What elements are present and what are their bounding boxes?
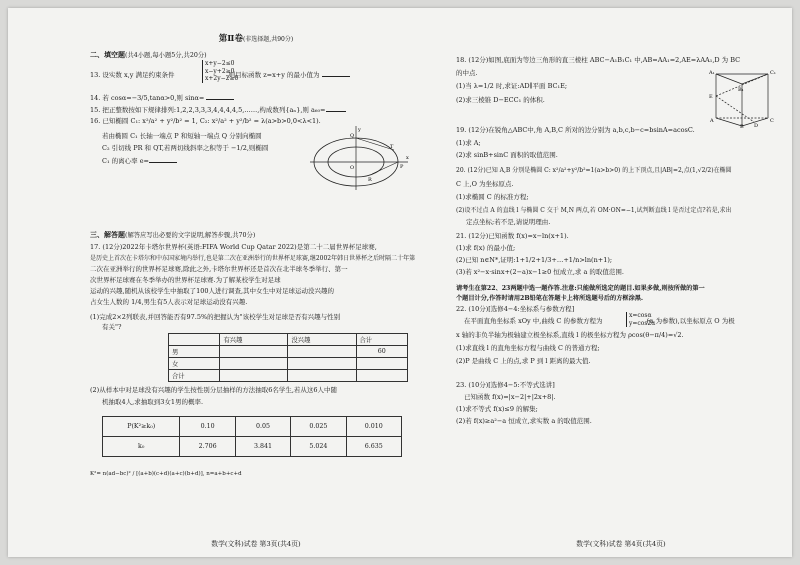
fill-section-heading: 二、填空题(共4小题,每小题5分,共20分) [90,50,207,59]
svg-text:C: C [770,118,774,124]
question-20: 20. (12分)已知 A,B 分别是椭圆 C: x²/a²+y²/b²=1(a>b>0) 的上下顶点,且|AB|=2,点(1,√2/2)在椭圆 [456,167,732,174]
fig-label-p: P [400,164,404,170]
svg-text:D: D [754,123,759,128]
fig-label-q: Q [350,133,355,139]
question-22: 22. (10分)[选修4−4:坐标系与参数方程] [456,305,575,313]
choose-one-note: 请考生在第22、23两题中选一题作答.注意:只能做所选定的题目.如果多做,则按所做的第一 [456,285,705,292]
table-row: 女 [169,358,408,370]
question-18: 18. (12分)如图,底面为等边三角形的直三棱柱 ABC−A₁B₁C₁ 中,AB=AA₁=2,AE=λAA₁,D 为 BC [456,56,741,64]
chi-square-formula: K²= n(ad−bc)² / [(a+b)(c+d)(a+c)(b+d)], n=a+b+c+d [90,471,242,477]
svg-text:B₁: B₁ [738,87,744,93]
page-footer-4: 数学(文科)试卷 第4页(共4页) [576,540,666,548]
table-row: k₀ 2.706 3.841 5.024 6.635 [103,437,402,457]
fig-label-y: y [358,127,361,133]
question-17: 17. (12分)2022年卡塔尔世界杯(英语:FIFA World Cup Qatar 2022)是第二十二届世界杯足球赛, [90,243,377,251]
table-row: 有兴趣 没兴趣 合计 [169,334,408,346]
page-3: 第Ⅱ卷(非选择题,共90分) 二、填空题(共4小题,每小题5分,共20分) 13. 设实数 x,y 满足约束条件 ,则目标函数 z=x+y 的最小值为 x+y−2≤0 x−y+2≥0 x+2y−2≥0 14. 若 cosα=−3/5,tanα>0,则 sinα= 15. 把正整数按如下规律排列:1,2,2,3,3,3,4,4,4,4,5,……,构成数列{aₙ},则 a₆₀= 16. 已知椭圆 C₁: x²/a² + y²/b² = 1, C₂: x²/a² + y²/b² = λ(a>b>0,0<λ<1). 若由椭圆 C₁ 长轴一端点 P 和短轴一端点 Q 分别向椭圆 C₂ 引切线 PR 和 QT,若两切线斜率之积等于 −1/2,则椭圆 C₁ 的离心率 e= y Q T R P x O 三、解答题(解答应写出必要的文字说明,解答步骤,共70分) 17. (12分)2022年卡塔尔世界杯(英语:FIFA World Cup Qatar 2022)是第二十二届世界杯足球赛, 是历史上首次在卡塔尔和中东国家境内举行,也是第二次在亚洲举行的世界杯足球赛,继2002年韩日世界杯之后时隔二十年第 二次在亚洲举行的世界杯足球赛,除此之外,卡塔尔世界杯还是首次在北半球冬季举行、第一 次世界杯足球赛在冬季举办的世界杯足球赛.为了解某校学生对足球 运动的兴趣,随机从该校学生中抽取了100人进行调查,其中女生中对足球运动没兴趣的 占女生人数的 1/4,男生有5人表示对足球运动没有兴趣. (1)完成2×2列联表,并回答能否有97.5%的把握认为"该校学生对足球是否有兴趣与性别 有关"? 有兴趣 没兴趣 合计 男 60 女 合计 (2)从样本中对足球没有兴趣的学生按性别分层抽样的方法抽取6名学生,若从这6人中随 机抽取4人,求抽取到3女1男的概率. P(K²≥k₀) 0.10 0.05 0.025 0.010 k₀ 2.706 3.841 5.024 6.635 K²= n(ad−bc)² / [(a+b)(c+d)(a+c)(b+d)], n=a+b+c+d 数学(文科)试卷 第3页(共4页) [90,8,422,557]
q13-constraint-system: x+y−2≤0 x−y+2≥0 x+2y−2≥0 [202,60,238,83]
question-14: 14. 若 cosα=−3/5,tanα>0,则 sinα= [90,93,422,103]
fig-label-r: R [368,177,372,183]
ellipse-figure [306,124,412,194]
fig-label-t: T [390,144,394,150]
q22-parametric-system: x=cosα y=cos2α [626,312,655,327]
question-21: 21. (12分)已知函数 f(x)=x−ln(x+1). [456,232,569,240]
svg-text:C₁: C₁ [770,70,776,76]
svg-text:A: A [710,118,714,124]
svg-text:E: E [709,94,713,100]
prism-figure [708,66,778,128]
table-row: P(K²≥k₀) 0.10 0.05 0.025 0.010 [103,417,402,437]
solve-section-heading: 三、解答题(解答应写出必要的文字说明,解答步骤,共70分) [90,230,256,239]
part-title: 第Ⅱ卷(非选择题,共90分) [218,34,294,44]
critical-value-table [102,416,402,457]
table-row: 合计 [169,370,408,382]
question-16: 16. 已知椭圆 C₁: x²/a² + y²/b² = 1, C₂: x²/a² + y²/b² = λ(a>b>0,0<λ<1). [90,117,321,125]
contingency-table [168,333,408,382]
table-row: 男 60 [169,346,408,358]
question-13: 13. 设实数 x,y 满足约束条件 ,则目标函数 z=x+y 的最小值为 [90,70,422,80]
exam-sheet [8,8,792,557]
question-23: 23. (10分)[选修4−5:不等式选讲] [456,381,555,389]
svg-text:A₁: A₁ [709,70,715,76]
page-4: 18. (12分)如图,底面为等边三角形的直三棱柱 ABC−A₁B₁C₁ 中,AB=AA₁=2,AE=λAA₁,D 为 BC 的中点. (1)当 λ=1/2 时,求证:AD∥平面 BC₁E; (2)求三棱锥 D−ECC₁ 的体积. A B C D E A₁ B₁ C₁ 19. (12分)在锐角△ABC中,角 A,B,C 所对的边分别为 a,b,c,b−c=bsinA=acosC. (1)求 A; (2)求 sinB+sinC 面积的取值范围. 20. (12分)已知 A,B 分别是椭圆 C: x²/a²+y²/b²=1(a>b>0) 的上下顶点,且|AB|=2,点(1,√2/2)在椭圆 C 上,O 为坐标原点. (1)求椭圆 C 的标准方程; (2)设不过点 A 的直线 l 与椭圆 C 交于 M,N 两点,若 OM·ON=−1,试判断直线 l 是否过定点?若是,求出 定点坐标;若不是,请说明理由. 21. (12分)已知函数 f(x)=x−ln(x+1). (1)求 f(x) 的最小值; (2)已知 n∈N*,证明:1+1/2+1/3+…+1/n>ln(n+1); (3)若 x²−x·sinx+(2−a)x−1≥0 恒成立,求 a 的取值范围. 请考生在第22、23两题中选一题作答.注意:只能做所选定的题目.如果多做,则按所做的第一 个题目计分,作答时请用2B铅笔在答题卡上将所选题号后的方框涂黑. 22. (10分)[选修4−4:坐标系与参数方程] 在平面直角坐标系 xOy 中,曲线 C 的参数方程为 (α 为参数),以坐标原点 O 为极 x=cosα y=cos2α x 轴的非负半轴为极轴建立极坐标系,直线 l 的极坐标方程为 ρcos(θ−π/4)=√2. (1)求直线 l 的直角坐标方程与曲线 C 的普通方程; (2)P 是曲线 C 上的点,求 P 到 l 距离的最大值. 23. (10分)[选修4−5:不等式选讲] 已知函数 f(x)=|x−2|+|2x+8|. (1)求不等式 f(x)≤9 的解集; (2)若 f(x)≥a²−a 恒成立,求实数 a 的取值范围. 数学(文科)试卷 第4页(共4页) [456,8,786,557]
fig-label-o: O [350,165,355,171]
question-19: 19. (12分)在锐角△ABC中,角 A,B,C 所对的边分别为 a,b,c,b−c=bsinA=acosC. [456,126,695,134]
question-15: 15. 把正整数按如下规律排列:1,2,2,3,3,3,4,4,4,4,5,……,构成数列{aₙ},则 a₆₀= [90,105,422,115]
page-footer-3: 数学(文科)试卷 第3页(共4页) [211,540,301,548]
fig-label-x: x [406,155,409,161]
svg-text:B: B [740,124,744,128]
